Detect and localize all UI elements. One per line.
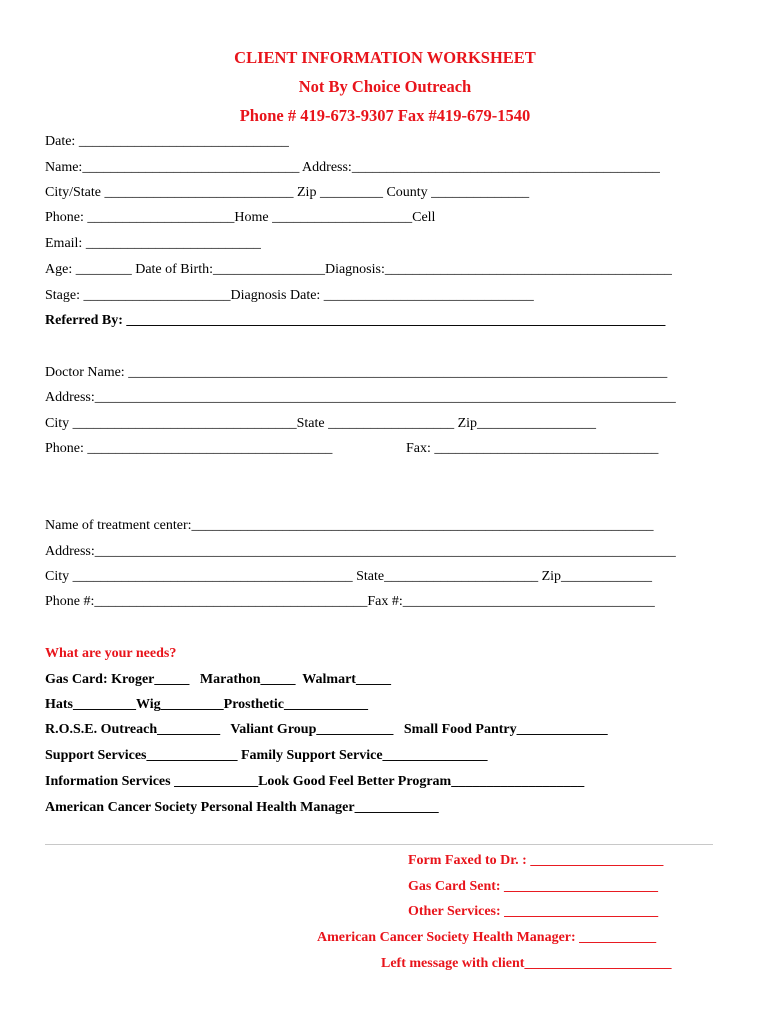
- doctor-name-field[interactable]: Doctor Name: _____________________________________________________________________________: [45, 365, 668, 380]
- treatment-phone-fax-field[interactable]: Phone #:_______________________________________Fax #:____________________________________: [45, 594, 655, 609]
- needs-acs-manager-row[interactable]: American Cancer Society Personal Health Manager____________: [45, 800, 439, 815]
- email-field[interactable]: Email: _________________________: [45, 236, 261, 251]
- treatment-city-field[interactable]: City ________________________________________ State______________________ Zip_____________: [45, 569, 653, 584]
- city-state-field[interactable]: City/State ___________________________ Zip _________ County ______________: [45, 185, 530, 200]
- referred-by-field[interactable]: Referred By: _____________________________________________________________________________: [45, 313, 666, 328]
- doctor-city-field[interactable]: City ________________________________State __________________ Zip_________________: [45, 416, 597, 431]
- name-address-field[interactable]: Name:_______________________________ Address:____________________________________________: [45, 160, 660, 175]
- gas-card-sent-field[interactable]: Gas Card Sent: ______________________: [408, 879, 659, 894]
- age-dob-diagnosis-field[interactable]: Age: ________ Date of Birth:________________Diagnosis:_________________________________________: [45, 262, 672, 277]
- form-faxed-field[interactable]: Form Faxed to Dr. : ___________________: [408, 853, 664, 868]
- needs-outreach-row[interactable]: R.O.S.E. Outreach_________ Valiant Group___________ Small Food Pantry_____________: [45, 722, 608, 737]
- treatment-center-field[interactable]: Name of treatment center:__________________________________________________________________: [45, 518, 654, 533]
- date-field[interactable]: Date: ______________________________: [45, 134, 289, 149]
- acs-health-manager-field[interactable]: American Cancer Society Health Manager: ___________: [317, 930, 657, 945]
- section-divider: [45, 844, 713, 845]
- needs-gas-card-row[interactable]: Gas Card: Kroger_____ Marathon_____ Walmart_____: [45, 672, 391, 687]
- doctor-fax-field[interactable]: Fax: ________________________________: [406, 441, 659, 456]
- left-message-field[interactable]: Left message with client_____________________: [381, 956, 672, 971]
- stage-diagnosis-date-field[interactable]: Stage: _____________________Diagnosis Date: ______________________________: [45, 288, 534, 303]
- org-phone-fax: Phone # 419-673-9307 Fax #419-679-1540: [239, 106, 531, 125]
- needs-support-row[interactable]: Support Services_____________ Family Support Service_______________: [45, 748, 488, 763]
- doctor-address-field[interactable]: Address:___________________________________________________________________________________: [45, 390, 676, 405]
- needs-information-row[interactable]: Information Services ____________Look Good Feel Better Program___________________: [45, 774, 585, 789]
- treatment-address-field[interactable]: Address:___________________________________________________________________________________: [45, 544, 676, 559]
- phone-field[interactable]: Phone: _____________________Home ____________________Cell: [45, 210, 436, 225]
- worksheet-title: CLIENT INFORMATION WORKSHEET: [234, 48, 536, 67]
- doctor-phone-field[interactable]: Phone: ___________________________________: [45, 441, 333, 456]
- org-name: Not By Choice Outreach: [298, 77, 472, 96]
- needs-hats-wig-row[interactable]: Hats_________Wig_________Prosthetic____________: [45, 697, 369, 712]
- other-services-field[interactable]: Other Services: ______________________: [408, 904, 659, 919]
- needs-heading: What are your needs?: [45, 646, 177, 661]
